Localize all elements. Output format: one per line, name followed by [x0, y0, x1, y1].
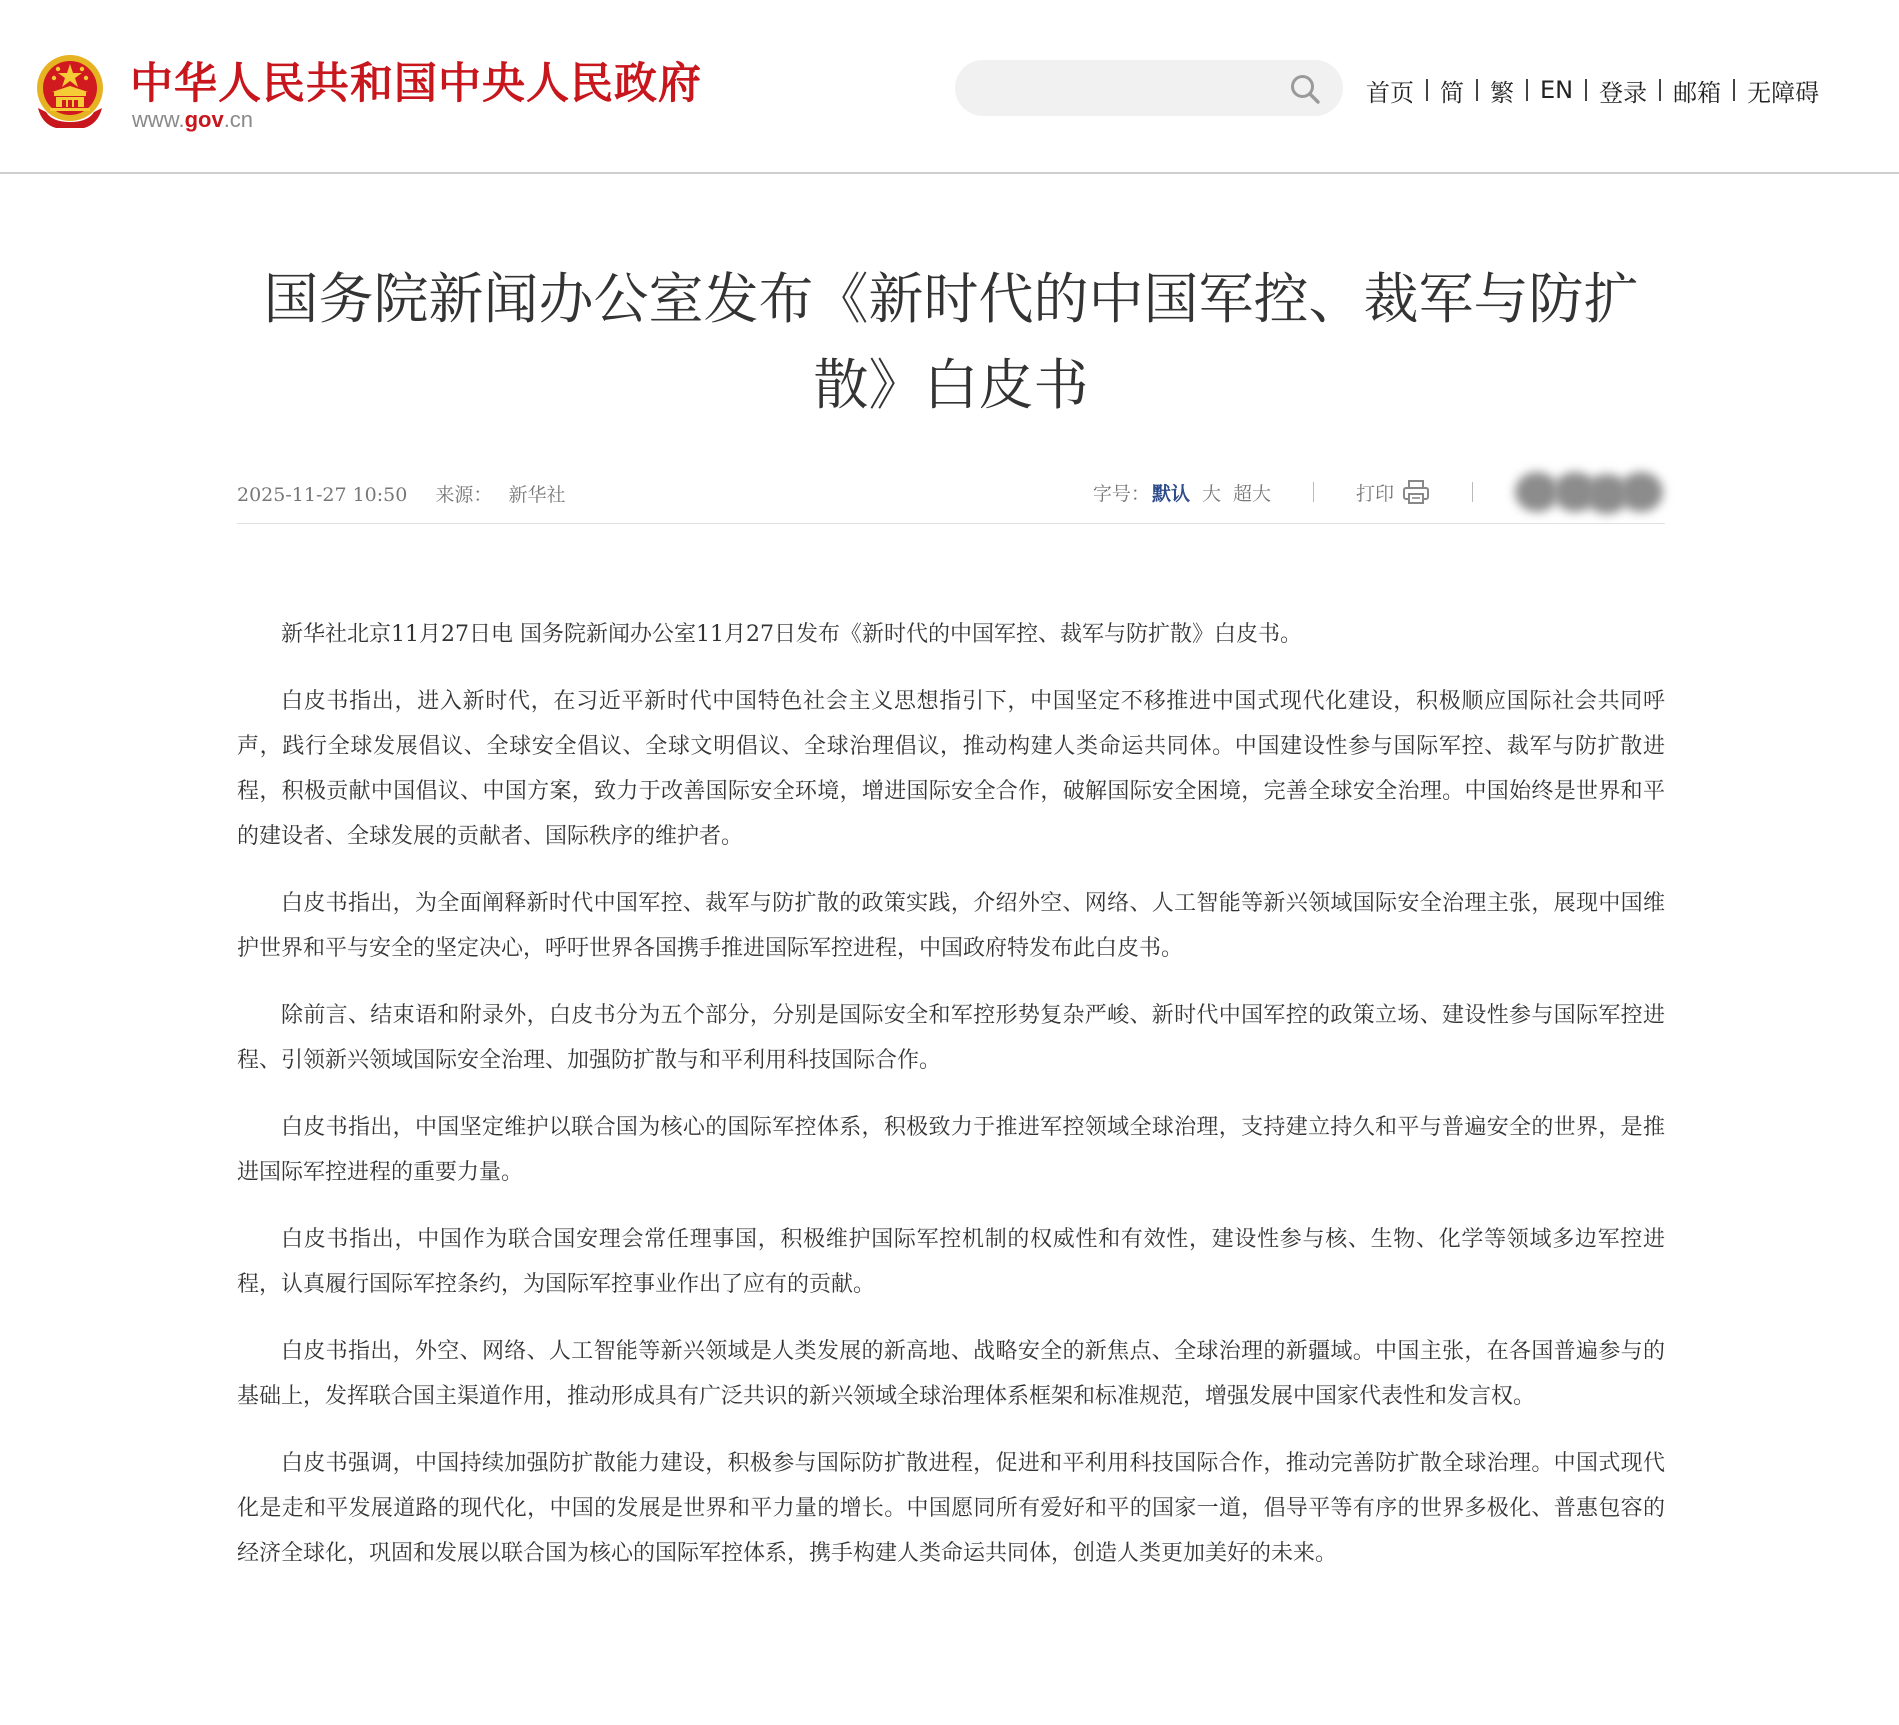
article-paragraph: 白皮书指出，外空、网络、人工智能等新兴领域是人类发展的新高地、战略安全的新焦点、全球治理的新疆域。中国主张，在各国普遍参与的基础上，发挥联合国主渠道作用，推动形成具有广泛共识的新兴领域全球治理体系框架和标准规范，增强发展中国家代表性和发言权。	[237, 1339, 1665, 1409]
nav-separator	[1659, 79, 1661, 101]
print-button[interactable]	[1356, 479, 1430, 506]
article-paragraph: 白皮书强调，中国持续加强防扩散能力建设，积极参与国际防扩散进程，促进和平利用科技国际合作，推动完善防扩散全球治理。中国式现代化是走和平发展道路的现代化，中国的发展是世界和平力量的增长。中国愿同所有爱好和平的国家一道，倡导平等有序的世界多极化、普惠包容的经济全球化，巩固和发展以联合国为核心的国际军控体系，携手构建人类命运共同体，创造人类更加美好的未来。	[237, 1451, 1665, 1566]
source-value: 新华社	[508, 484, 566, 506]
nav-english-link[interactable]: EN	[1540, 76, 1574, 104]
nav-home-link[interactable]: 首页	[1366, 78, 1414, 107]
nav-mail-link[interactable]: 邮箱	[1673, 78, 1722, 107]
nav-accessibility-link[interactable]: 无障碍	[1747, 78, 1820, 107]
meta-divider	[1472, 482, 1473, 502]
article-paragraph: 白皮书指出，中国作为联合国安理会常任理事国，积极维护国际军控机制的权威性和有效性，建设性参与核、生物、化学等领域多边军控进程，认真履行国际军控条约，为国际军控事业作出了应有的贡献。	[237, 1227, 1665, 1297]
article-paragraph: 新华社北京11月27日电 国务院新闻办公室11月27日发布《新时代的中国军控、裁军与防扩散》白皮书。	[281, 622, 1302, 647]
site-name[interactable]: 中华人民共和国中央人民政府	[130, 59, 702, 109]
top-nav	[1366, 72, 1819, 108]
font-size-label: 字号：	[1092, 482, 1150, 505]
site-domain[interactable]	[132, 107, 253, 133]
nav-simplified-link[interactable]: 简	[1440, 78, 1464, 107]
article	[237, 256, 1665, 1598]
font-size-large-option[interactable]: 大	[1201, 482, 1221, 505]
article-meta-tools	[1093, 472, 1665, 512]
search-icon[interactable]	[1289, 73, 1321, 105]
national-emblem-icon[interactable]	[32, 52, 108, 132]
search-input[interactable]	[979, 60, 1279, 116]
article-paragraph: 白皮书指出，中国坚定维护以联合国为核心的国际军控体系，积极致力于推进军控领域全球治理，支持建立持久和平与普遍安全的世界，是推进国际军控进程的重要力量。	[237, 1115, 1665, 1185]
nav-traditional-link[interactable]: 繁	[1490, 78, 1514, 107]
nav-separator	[1733, 79, 1735, 101]
share-icons-blurred[interactable]	[1515, 468, 1665, 516]
nav-separator	[1585, 79, 1587, 101]
article-meta-left	[237, 480, 565, 507]
search-box	[955, 60, 1343, 116]
nav-login-link[interactable]: 登录	[1599, 78, 1648, 107]
domain-main: gov	[184, 107, 224, 132]
article-paragraph: 白皮书指出，进入新时代，在习近平新时代中国特色社会主义思想指引下，中国坚定不移推进中国式现代化建设，积极顺应国际社会共同呼声，践行全球发展倡议、全球安全倡议、全球文明倡议、全球治理倡议，推动构建人类命运共同体。中国建设性参与国际军控、裁军与防扩散进程，积极贡献中国倡议、中国方案，致力于改善国际安全环境，增进国际安全合作，破解国际安全困境，完善全球安全治理。中国始终是世界和平的建设者、全球发展的贡献者、国际秩序的维护者。	[237, 689, 1665, 849]
domain-suffix: .cn	[223, 107, 254, 132]
font-size-xlarge-option[interactable]: 超大	[1232, 482, 1271, 505]
print-label: 打印	[1355, 482, 1394, 505]
site-header	[0, 0, 1899, 174]
meta-divider	[1313, 482, 1314, 502]
article-body	[237, 612, 1665, 1576]
article-meta-bar	[237, 466, 1665, 524]
nav-separator	[1526, 79, 1528, 101]
article-paragraph: 白皮书指出，为全面阐释新时代中国军控、裁军与防扩散的政策实践，介绍外空、网络、人工智能等新兴领域国际安全治理主张，展现中国维护世界和平与安全的坚定决心，呼吁世界各国携手推进国际军控进程，中国政府特发布此白皮书。	[237, 891, 1665, 961]
domain-prefix: www.	[132, 107, 185, 132]
nav-separator	[1426, 79, 1428, 101]
source-label: 来源：	[435, 484, 493, 506]
printer-icon	[1402, 479, 1430, 505]
publish-datetime: 2025-11-27 10:50	[237, 484, 408, 506]
article-title: 国务院新闻办公室发布《新时代的中国军控、裁军与防扩散》白皮书	[263, 267, 1639, 417]
font-size-default-option[interactable]: 默认	[1151, 482, 1190, 505]
nav-separator	[1476, 79, 1478, 101]
article-paragraph: 除前言、结束语和附录外，白皮书分为五个部分，分别是国际安全和军控形势复杂严峻、新时代中国军控的政策立场、建设性参与国际军控进程、引领新兴领域国际安全治理、加强防扩散与和平利用科技国际合作。	[237, 1003, 1665, 1073]
